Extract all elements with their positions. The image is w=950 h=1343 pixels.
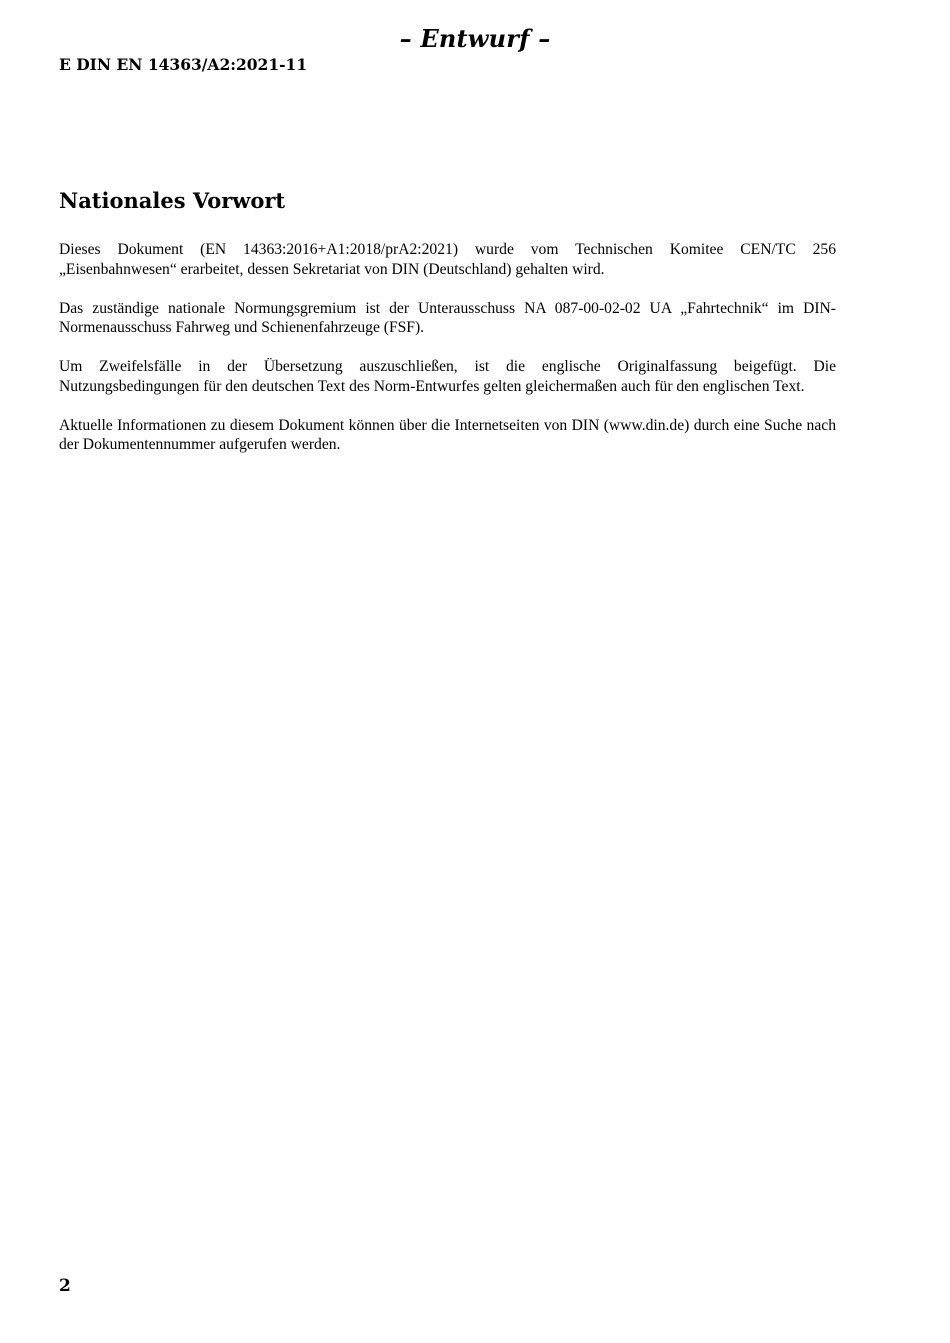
draft-watermark: – Entwurf – — [399, 24, 551, 53]
paragraph-national-body: Das zuständige nationale Normungsgremium ist der Unterausschuss NA 087-00-02-02 UA „Fahrtechnik“ im DIN-Normenausschuss Fahrweg und Schienenfahrzeuge (FSF). — [59, 299, 836, 336]
section-title: Nationales Vorwort — [59, 188, 286, 213]
paragraph-committee: Dieses Dokument (EN 14363:2016+A1:2018/prA2:2021) wurde vom Technischen Komitee CEN/TC 256 „Eisenbahnwesen“ erarbeitet, dessen Sekretariat von DIN (Deutschland) gehalten wird. — [59, 241, 836, 278]
section-body — [59, 240, 836, 474]
paragraph-translation: Um Zweifelsfälle in der Übersetzung auszuschließen, ist die englische Originalfassung beigefügt. Die Nutzungsbedingungen für den deutschen Text des Norm-Entwurfes gelten gleichermaßen auch für den englischen Text. — [59, 358, 836, 395]
paragraph-information: Aktuelle Informationen zu diesem Dokument können über die Internetseiten von DIN (www.din.de) durch eine Suche nach der Dokumentennummer aufgerufen werden. — [59, 416, 836, 453]
page-number: 2 — [59, 1276, 71, 1296]
document-id: E DIN EN 14363/A2:2021-11 — [59, 55, 308, 74]
